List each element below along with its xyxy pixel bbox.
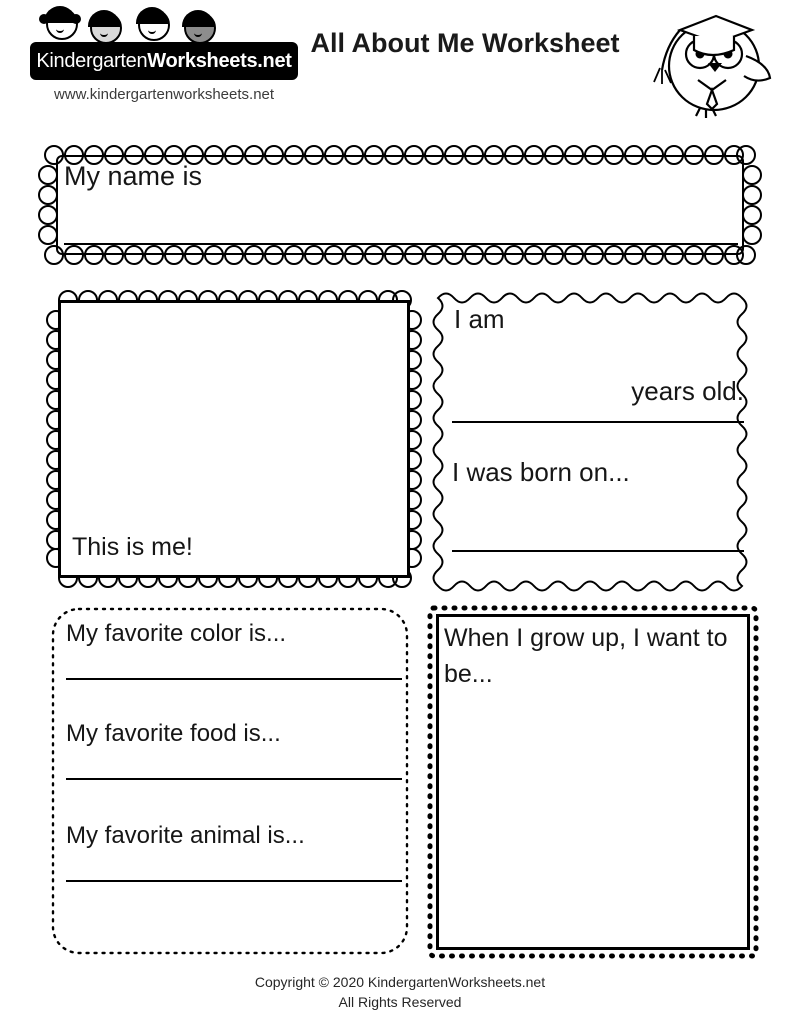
name-section <box>34 141 766 269</box>
years-old-label: years old. <box>631 376 744 406</box>
favorite-color-write-line[interactable] <box>66 678 402 680</box>
grow-up-section <box>424 602 762 962</box>
grow-up-label: When I grow up, I want to be... <box>444 624 728 689</box>
favorite-food-item <box>66 720 402 748</box>
favorite-food-write-line[interactable] <box>66 778 402 780</box>
name-write-line[interactable] <box>64 243 738 245</box>
age-frame <box>440 300 746 578</box>
page-title: All About Me Worksheet <box>310 28 620 58</box>
age-label: I am <box>454 304 505 334</box>
favorite-animal-label: My favorite animal is... <box>66 822 305 849</box>
logo-banner <box>30 42 298 80</box>
logo-brand-light: Kindergarten <box>36 49 148 72</box>
rights-text: All Rights Reserved <box>338 994 462 1011</box>
age-section <box>428 288 758 590</box>
favorites-section <box>44 600 416 962</box>
favorite-color-item <box>66 620 402 648</box>
name-label: My name is <box>64 161 203 191</box>
favorite-animal-item <box>66 822 402 850</box>
copyright-text: Copyright © 2020 KindergartenWorksheets.net <box>254 974 546 990</box>
favorite-animal-write-line[interactable] <box>66 880 402 882</box>
page-header <box>0 0 800 132</box>
this-is-me-section <box>44 288 424 590</box>
favorites-frame <box>54 610 406 952</box>
favorite-food-label: My favorite food is... <box>66 720 281 747</box>
this-is-me-label: This is me! <box>72 533 193 561</box>
favorite-color-label: My favorite color is... <box>66 620 287 647</box>
graduate-owl-icon <box>636 8 776 123</box>
page-footer <box>0 972 800 1013</box>
born-on-label: I was born on... <box>452 457 630 487</box>
logo-brand-bold: Worksheets.net <box>147 49 292 72</box>
site-url: www.kindergartenworksheets.net <box>53 86 275 103</box>
born-on-write-line[interactable] <box>452 550 744 552</box>
age-write-line[interactable] <box>452 421 744 423</box>
